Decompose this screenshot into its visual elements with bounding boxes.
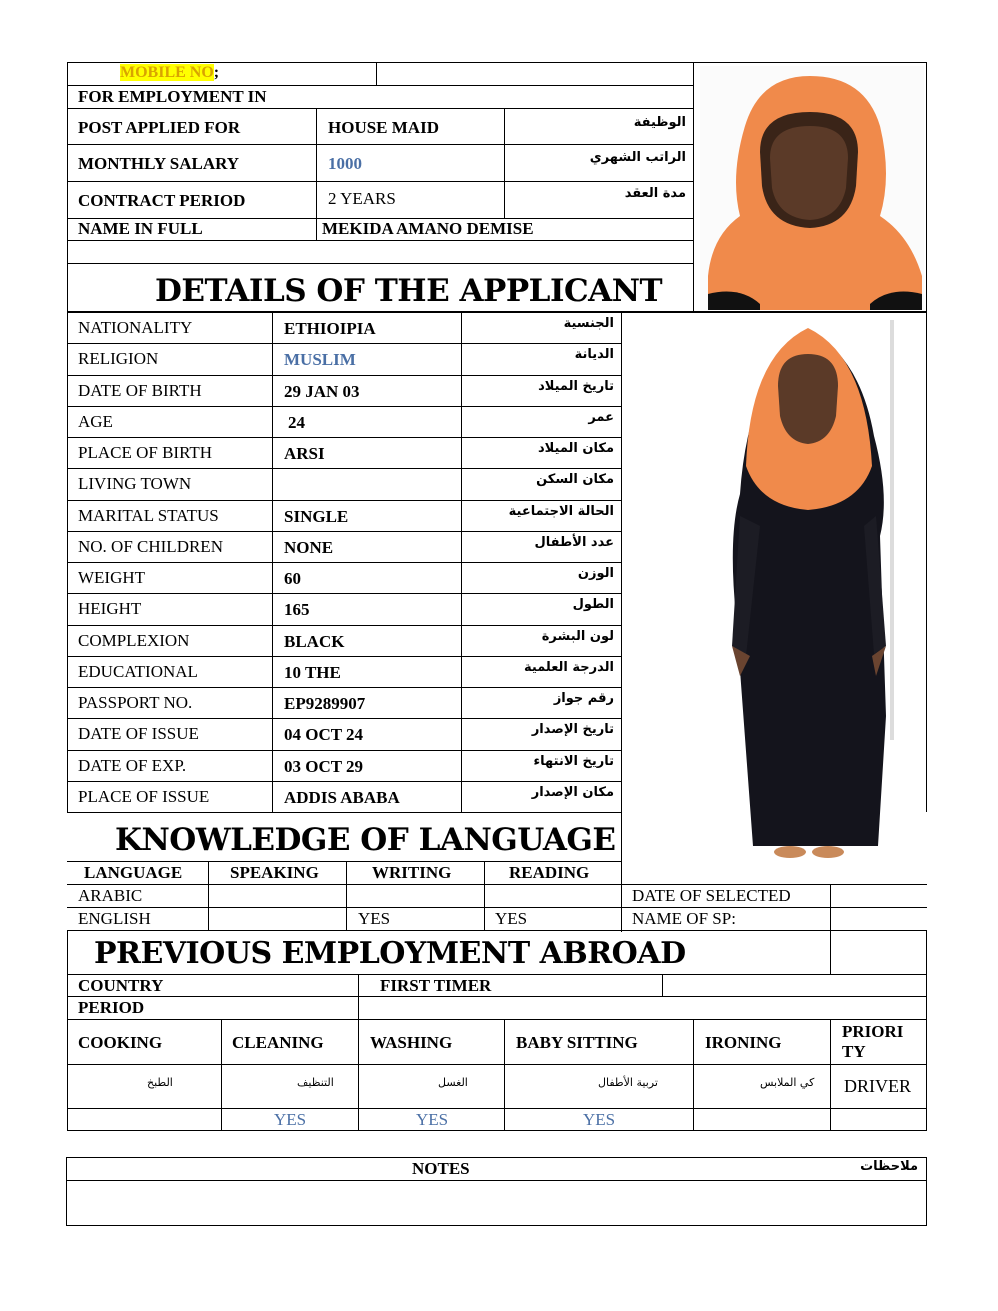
divider bbox=[67, 375, 621, 376]
priority-label-1: PRIORI bbox=[842, 1022, 904, 1041]
detail-arabic: رقم جواز bbox=[553, 691, 614, 706]
divider bbox=[67, 656, 621, 657]
date-selected-label: DATE OF SELECTED bbox=[632, 886, 791, 905]
divider bbox=[208, 861, 209, 930]
skill-cleaning-value: YES bbox=[274, 1110, 307, 1129]
applicant-headshot bbox=[700, 66, 924, 310]
detail-arabic: مكان السكن bbox=[536, 472, 614, 487]
details-title: DETAILS OF THE APPLICANT bbox=[155, 273, 663, 309]
contract-ar: مدة العقد bbox=[624, 186, 686, 201]
detail-value: 165 bbox=[284, 600, 310, 619]
skill-cleaning-ar: التنظيف bbox=[297, 1076, 334, 1089]
divider bbox=[67, 144, 693, 145]
detail-arabic: تاريخ الإصدار bbox=[531, 722, 614, 737]
detail-label: PASSPORT NO. bbox=[78, 693, 193, 712]
detail-value: MUSLIM bbox=[284, 350, 356, 369]
post-value: HOUSE MAID bbox=[328, 118, 439, 137]
period-label: PERIOD bbox=[78, 998, 145, 1017]
detail-label: LIVING TOWN bbox=[78, 474, 192, 493]
detail-value: NONE bbox=[284, 538, 334, 557]
detail-arabic: مكان الميلاد bbox=[537, 441, 614, 456]
skill-cooking-ar: الطبخ bbox=[147, 1076, 173, 1089]
skill-baby-sitting-ar: تربية الأطفال bbox=[598, 1076, 658, 1089]
divider bbox=[67, 108, 693, 109]
divider bbox=[376, 62, 377, 85]
notes-ar: ملاحظات bbox=[860, 1159, 918, 1174]
detail-label: AGE bbox=[78, 412, 113, 431]
divider bbox=[67, 181, 693, 182]
detail-label: HEIGHT bbox=[78, 599, 142, 618]
detail-value: BLACK bbox=[284, 632, 345, 651]
language-title: KNOWLEDGE OF LANGUAGE bbox=[115, 822, 616, 858]
detail-value: 24 bbox=[288, 413, 305, 432]
lang-header-writing: WRITING bbox=[372, 863, 452, 882]
post-ar: الوظيفة bbox=[633, 115, 686, 130]
skill-cooking: COOKING bbox=[78, 1033, 163, 1052]
contract-label: CONTRACT PERIOD bbox=[78, 191, 246, 210]
divider bbox=[67, 750, 621, 751]
bottom-frame bbox=[67, 930, 927, 1131]
name-label: NAME IN FULL bbox=[78, 219, 203, 238]
detail-label: WEIGHT bbox=[78, 568, 146, 587]
sponsor-name-label: NAME OF SP: bbox=[632, 909, 736, 928]
detail-value: 04 OCT 24 bbox=[284, 725, 364, 744]
detail-value: ARSI bbox=[284, 444, 325, 463]
divider bbox=[67, 884, 927, 885]
divider bbox=[67, 593, 621, 594]
skill-washing-value: YES bbox=[416, 1110, 449, 1129]
detail-value: ETHIOIPIA bbox=[284, 319, 376, 338]
detail-arabic: تاريخ الميلاد bbox=[538, 379, 614, 394]
detail-value: ADDIS ABABA bbox=[284, 788, 400, 807]
divider bbox=[316, 108, 317, 240]
divider bbox=[67, 718, 621, 719]
notes-box bbox=[66, 1157, 927, 1226]
previous-title: PREVIOUS EMPLOYMENT ABROAD bbox=[94, 936, 686, 971]
detail-label: RELIGION bbox=[78, 349, 159, 368]
detail-arabic: عمر bbox=[588, 410, 614, 425]
detail-value: 60 bbox=[284, 569, 301, 588]
priority-label-2: TY bbox=[842, 1042, 866, 1061]
divider bbox=[66, 1180, 927, 1181]
detail-arabic: الوزن bbox=[577, 566, 614, 581]
detail-label: DATE OF EXP. bbox=[78, 756, 187, 775]
detail-arabic: الحالة الاجتماعية bbox=[508, 504, 614, 519]
divider bbox=[67, 468, 621, 469]
contract-value: 2 YEARS bbox=[328, 189, 396, 208]
divider bbox=[67, 240, 693, 241]
detail-value: 10 THE bbox=[284, 663, 341, 682]
detail-label: DATE OF ISSUE bbox=[78, 724, 199, 743]
country-value: FIRST TIMER bbox=[380, 976, 492, 995]
employment-label: FOR EMPLOYMENT IN bbox=[78, 87, 267, 106]
skill-ironing-ar: كي الملابس bbox=[760, 1076, 815, 1089]
lang-english-writing: YES bbox=[358, 909, 391, 928]
mobile-label: MOBILE NO; bbox=[120, 64, 220, 81]
detail-label: PLACE OF BIRTH bbox=[78, 443, 213, 462]
divider bbox=[504, 108, 505, 218]
lang-header-reading: READING bbox=[509, 863, 590, 882]
detail-label: EDUCATIONAL bbox=[78, 662, 198, 681]
skill-cleaning: CLEANING bbox=[232, 1033, 324, 1052]
detail-value: 29 JAN 03 bbox=[284, 382, 360, 401]
detail-arabic: مكان الإصدار bbox=[531, 785, 614, 800]
detail-label: COMPLEXION bbox=[78, 631, 190, 650]
detail-label: NO. OF CHILDREN bbox=[78, 537, 223, 556]
divider bbox=[484, 861, 485, 930]
skill-baby-sitting-value: YES bbox=[583, 1110, 616, 1129]
divider bbox=[693, 62, 694, 312]
detail-arabic: الطول bbox=[572, 597, 614, 612]
detail-arabic: لون البشرة bbox=[541, 629, 614, 644]
detail-value: SINGLE bbox=[284, 507, 349, 526]
detail-arabic: الديانة bbox=[574, 347, 614, 362]
divider bbox=[67, 531, 621, 532]
lang-english-reading: YES bbox=[495, 909, 528, 928]
notes-label: NOTES bbox=[412, 1159, 470, 1178]
detail-arabic: الدرجة العلمية bbox=[524, 660, 614, 675]
divider bbox=[67, 437, 621, 438]
applicant-fullbody bbox=[628, 316, 922, 868]
skill-baby-sitting: BABY SITTING bbox=[516, 1033, 638, 1052]
skill-washing-ar: الغسل bbox=[438, 1076, 468, 1089]
detail-arabic: تاريخ الانتهاء bbox=[533, 754, 614, 769]
divider bbox=[346, 861, 347, 930]
skill-washing: WASHING bbox=[370, 1033, 453, 1052]
divider bbox=[67, 312, 927, 313]
lang-english: ENGLISH bbox=[78, 909, 151, 928]
detail-value: 03 OCT 29 bbox=[284, 757, 364, 776]
name-value: MEKIDA AMANO DEMISE bbox=[322, 219, 534, 238]
lang-header-speaking: SPEAKING bbox=[230, 863, 319, 882]
lang-arabic: ARABIC bbox=[78, 886, 143, 905]
detail-label: NATIONALITY bbox=[78, 318, 193, 337]
divider bbox=[67, 263, 693, 264]
divider bbox=[621, 312, 622, 932]
detail-arabic: عدد الأطفال bbox=[534, 535, 614, 550]
detail-value: EP9289907 bbox=[284, 694, 366, 713]
salary-ar: الراتب الشهري bbox=[589, 150, 686, 165]
lang-header-language: LANGUAGE bbox=[84, 863, 183, 882]
skill-ironing: IRONING bbox=[705, 1033, 782, 1052]
divider bbox=[67, 781, 621, 782]
detail-label: MARITAL STATUS bbox=[78, 506, 219, 525]
mobile-highlight: MOBILE NO bbox=[120, 64, 214, 81]
divider bbox=[67, 687, 621, 688]
divider bbox=[67, 500, 621, 501]
divider bbox=[67, 406, 621, 407]
detail-label: PLACE OF ISSUE bbox=[78, 787, 210, 806]
divider bbox=[67, 343, 621, 344]
divider bbox=[67, 812, 621, 813]
detail-arabic: الجنسية bbox=[563, 316, 614, 331]
divider bbox=[67, 907, 927, 908]
divider bbox=[67, 562, 621, 563]
country-label: COUNTRY bbox=[78, 976, 164, 995]
divider bbox=[67, 861, 621, 862]
detail-label: DATE OF BIRTH bbox=[78, 381, 202, 400]
post-label: POST APPLIED FOR bbox=[78, 118, 241, 137]
priority-value: DRIVER bbox=[844, 1076, 911, 1096]
divider bbox=[67, 85, 693, 86]
salary-label: MONTHLY SALARY bbox=[78, 154, 240, 173]
divider bbox=[67, 625, 621, 626]
salary-value: 1000 bbox=[328, 154, 362, 173]
